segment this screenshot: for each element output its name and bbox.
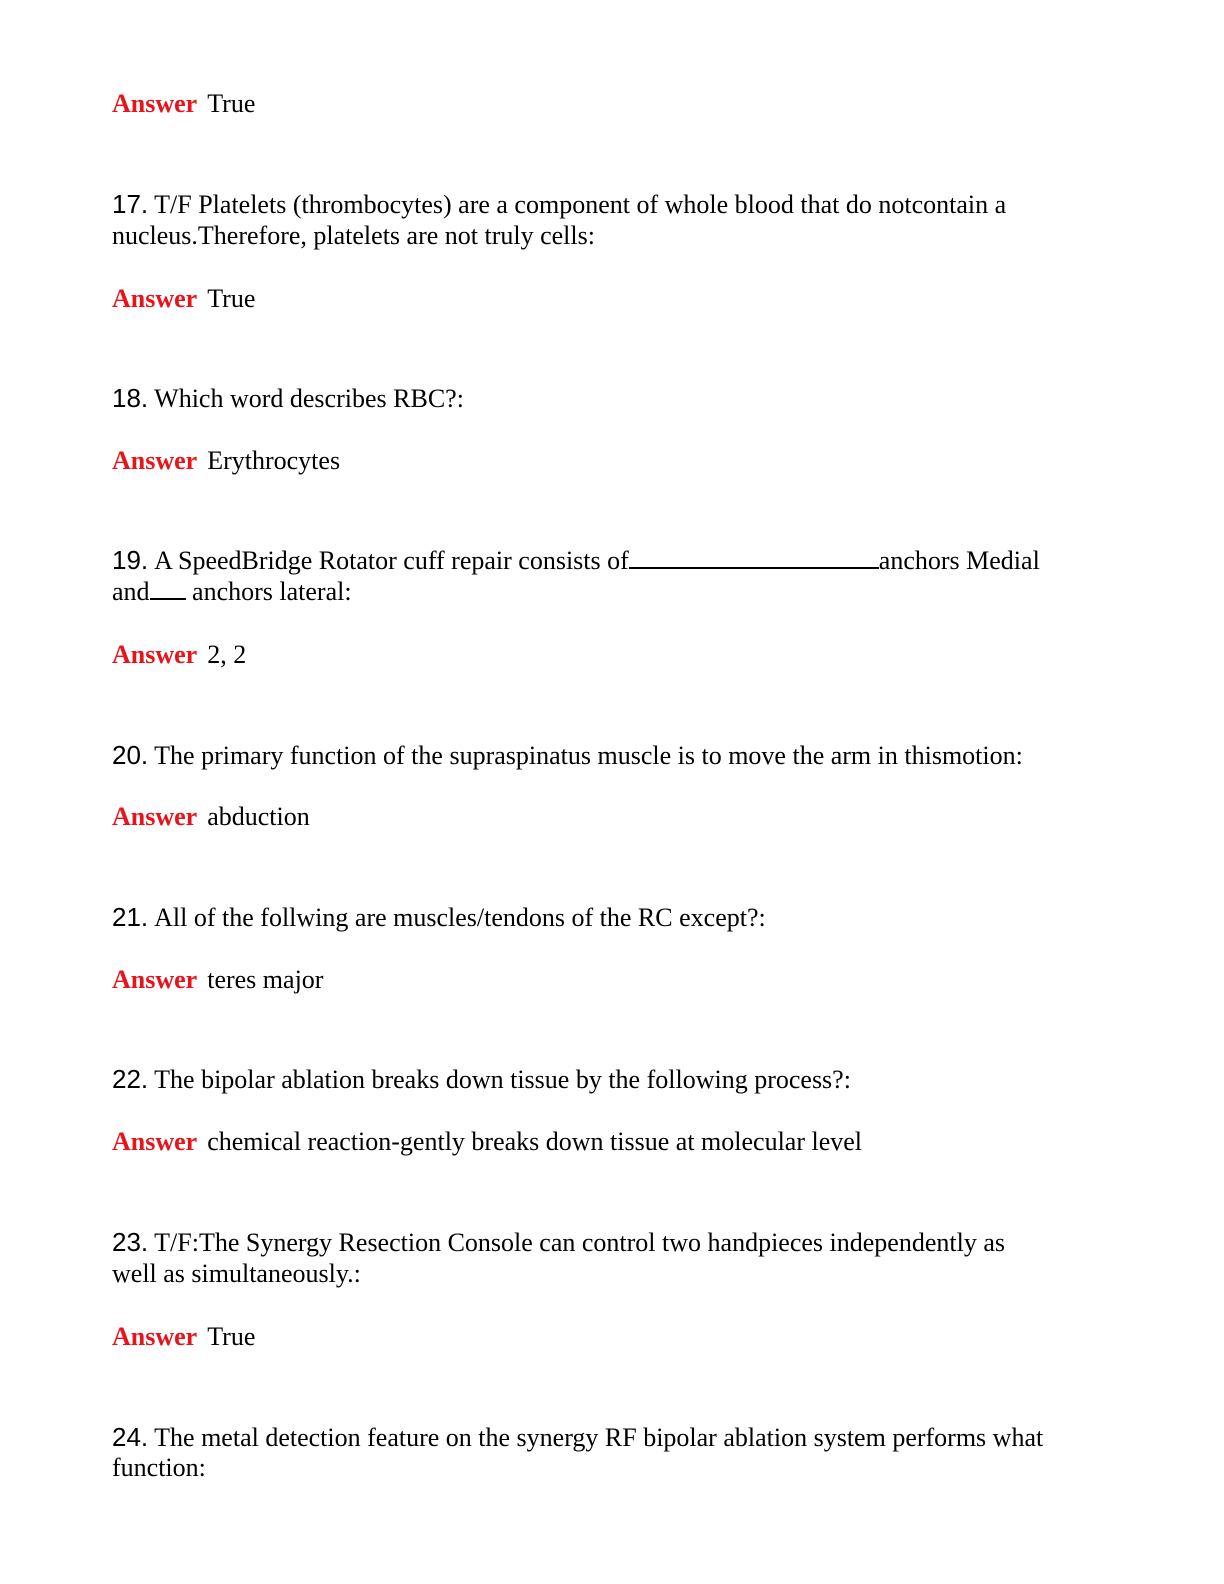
question-text: anchors Medial <box>878 546 1040 575</box>
answer-text: True <box>207 89 256 118</box>
question-text: and <box>112 577 150 606</box>
question-text: T/F Platelets (thrombocytes) are a component of whole blood that do notcontain a <box>154 190 1007 219</box>
question-24-line2: function: <box>112 1453 206 1482</box>
question-number: 23. <box>112 1227 149 1257</box>
answer-row <box>112 1321 255 1353</box>
question-text: T/F:The Synergy Resection Console can control two handpieces independently as <box>154 1228 1005 1257</box>
question-number: 24. <box>112 1422 149 1452</box>
answer-text: teres major <box>207 965 324 994</box>
question-number: 22. <box>112 1064 149 1094</box>
answer-row <box>112 639 246 671</box>
question-text: anchors lateral: <box>185 577 352 606</box>
question-text: The primary function of the supraspinatus muscle is to move the arm in thismotion: <box>154 741 1023 770</box>
question-text: The bipolar ablation breaks down tissue by the following process?: <box>154 1065 851 1094</box>
answer-row <box>112 801 310 833</box>
question-number: 17. <box>112 189 149 219</box>
fill-in-blank <box>150 580 186 600</box>
answer-label: Answer <box>112 89 198 118</box>
question-17 <box>112 188 1006 221</box>
question-19 <box>112 544 1040 577</box>
question-18 <box>112 382 464 415</box>
answer-text: Erythrocytes <box>207 446 341 475</box>
question-22 <box>112 1063 851 1096</box>
answer-row <box>112 445 340 477</box>
answer-text: chemical reaction-gently breaks down tissue at molecular level <box>207 1127 863 1156</box>
answer-text: 2, 2 <box>207 640 247 669</box>
answer-text: abduction <box>207 802 310 831</box>
question-text: The metal detection feature on the synergy RF bipolar ablation system performs what <box>154 1423 1044 1452</box>
answer-label: Answer <box>112 284 198 313</box>
answer-row <box>112 1126 862 1158</box>
question-number: 18. <box>112 383 149 413</box>
fill-in-blank <box>629 549 879 569</box>
answer-label: Answer <box>112 640 198 669</box>
answer-label: Answer <box>112 965 198 994</box>
question-24 <box>112 1421 1043 1454</box>
question-19-line2 <box>112 576 352 608</box>
question-text: Which word describes RBC?: <box>154 384 464 413</box>
question-text: All of the follwing are muscles/tendons of the RC except?: <box>154 903 766 932</box>
question-number: 21. <box>112 902 149 932</box>
answer-label: Answer <box>112 1322 198 1351</box>
answer-text: True <box>207 284 256 313</box>
answer-label: Answer <box>112 446 198 475</box>
question-17-line2: nucleus.Therefore, platelets are not truly cells: <box>112 221 595 250</box>
answer-label: Answer <box>112 802 198 831</box>
question-number: 19. <box>112 545 149 575</box>
question-23-line2: well as simultaneously.: <box>112 1259 361 1288</box>
answer-row <box>112 283 255 315</box>
answer-label: Answer <box>112 1127 198 1156</box>
answer-text: True <box>207 1322 256 1351</box>
answer-row <box>112 88 255 120</box>
answer-row <box>112 964 323 996</box>
question-21 <box>112 901 766 934</box>
question-text: A SpeedBridge Rotator cuff repair consists of <box>154 546 629 575</box>
question-23 <box>112 1226 1005 1259</box>
question-number: 20. <box>112 740 149 770</box>
question-20 <box>112 739 1023 772</box>
